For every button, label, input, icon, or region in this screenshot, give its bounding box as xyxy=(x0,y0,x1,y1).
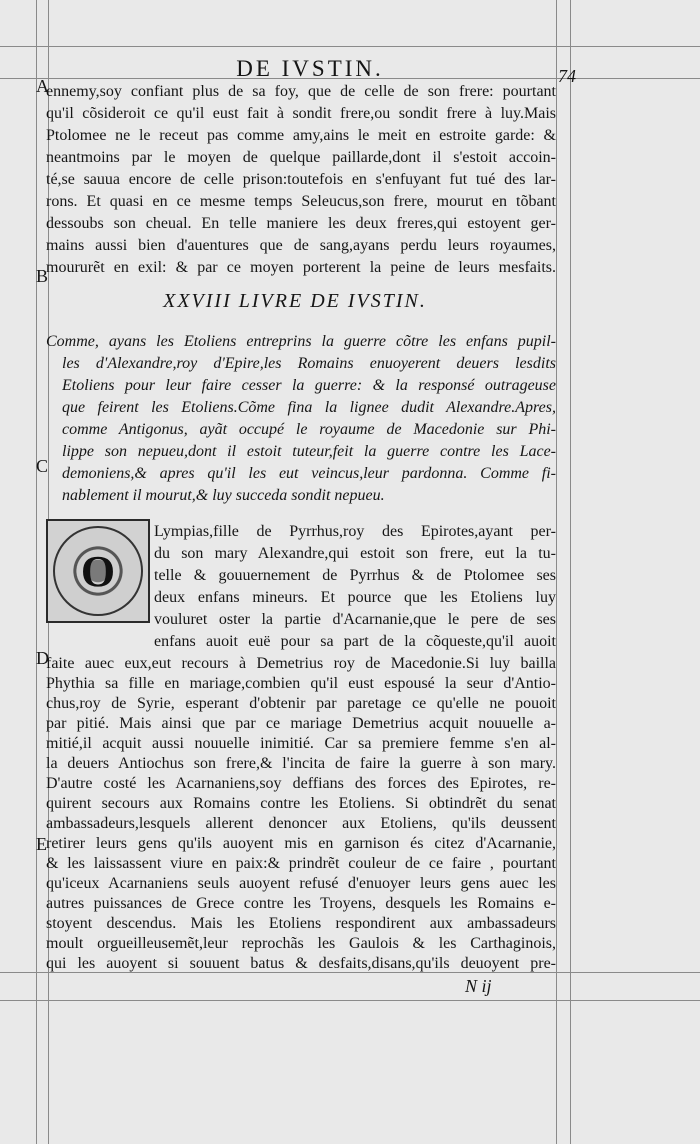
margin-letter-a: A xyxy=(36,76,49,96)
text-line: Lympias,fille de Pyrrhus,roy des Epirotes,ayant per- xyxy=(154,523,556,540)
argument-line: demoniens,& apres qu'il les eut veincus,leur pardonna. Comme fi- xyxy=(62,465,556,482)
text-line: enfans auoit euë pour sa part de la cõqueste,qu'il auoit xyxy=(154,633,556,650)
text-line: moururẽt en exil: & par ce moyen porterent la peine de leurs mesfaits. xyxy=(46,259,556,276)
section-title: XXVIII LIVRE DE IVSTIN. xyxy=(163,290,427,312)
body-full xyxy=(46,652,556,972)
text-line: quirent secours aux Romains contre les Etoliens. Si obtindrẽt du senat xyxy=(46,795,556,812)
body-indented xyxy=(154,520,556,656)
upper-rule xyxy=(0,46,700,47)
text-line: ennemy,soy confiant plus de sa foy, que de celle de son frere: pourtant xyxy=(46,83,556,100)
running-title: DE IVSTIN. xyxy=(236,56,384,81)
text-line: faite auec eux,eut recours à Demetrius roy de Macedonie.Si luy bailla xyxy=(46,655,556,672)
text-line: deux enfans mineurs. Et pource que les Etoliens luy xyxy=(154,589,556,606)
argument-line: Comme, ayans les Etoliens entreprins la guerre cõtre les enfans pupil- xyxy=(46,333,556,350)
argument-line: comme Antigonus, ayãt occupé le royaume de Macedonie sur Phi- xyxy=(62,421,556,438)
text-line: qu'il cõsideroit ce qu'il eust fait à sondit frere,ou sondit frere à luy.Mais xyxy=(46,105,556,122)
text-line: par pitié. Mais ainsi que par ce mariage Demetrius acquit nouuelle a- xyxy=(46,715,556,732)
text-line: ambassadeurs,lesquels allerent denoncer aux Etoliens, qu'ils deussent xyxy=(46,815,556,832)
paragraph-continuation xyxy=(46,80,556,290)
folio-number: 74 xyxy=(558,66,576,86)
text-line: du son mary Alexandre,qui estoit son frere, eut la tu- xyxy=(154,545,556,562)
text-line: telle & gouuernement de Pyrrhus & de Ptolomee ses xyxy=(154,567,556,584)
text-line: moult orgueilleusemẽt,leur reprochãs les Gaulois & les Carthaginois, xyxy=(46,935,556,952)
text-line: neantmoins par le moyen de quelque paillarde,dont il s'estoit accoin- xyxy=(46,149,556,166)
decorated-initial xyxy=(46,519,150,623)
lower-rule xyxy=(0,1000,700,1001)
margin-letter-e: E xyxy=(36,834,47,854)
argument-line: que feirent les Etoliens.Cõme fina la lignee dudit Alexandre.Apres, xyxy=(62,399,556,416)
text-line: autres puissances de Grece contre les Troyens, desquels les Romains e- xyxy=(46,895,556,912)
argument-line: Etoliens pour leur faire cesser la guerre: & la responsé outrageuse xyxy=(62,377,556,394)
text-line: dessoubs son cheual. En telle maniere les deux freres,qui estoyent ger- xyxy=(46,215,556,232)
text-line: Phythia sa fille en mariage,combien qu'il eust espousé la seur d'Antio- xyxy=(46,675,556,692)
text-line: stoyent descendus. Mais les Etoliens respondirent aux ambassadeurs xyxy=(46,915,556,932)
margin-letter-d: D xyxy=(36,648,49,668)
argument-line: lippe son nepueu,dont il estoit tuteur,feit la guerre contre les Lace- xyxy=(62,443,556,460)
chapter-argument xyxy=(46,330,556,514)
margin-letter-b: B xyxy=(36,266,49,286)
signature-mark: N ij xyxy=(465,976,492,996)
text-line: qui les auoyent si souuent batus & desfaits,disans,qu'ils deuoyent pre- xyxy=(46,955,556,972)
text-line: chus,roy de Syrie, esperant d'obtenir par paretage ce qu'elle ne pouoit xyxy=(46,695,556,712)
initial-letter: O xyxy=(80,546,116,596)
text-line: rons. Et quasi en ce mesme temps Seleucus,son frere, mourut en tõbant xyxy=(46,193,556,210)
text-line: mitié,il acquit aussi nouuelle inimitié. Car sa premiere femme s'en al- xyxy=(46,735,556,752)
text-line: Ptolomee ne le receut pas comme amy,ains le meit en estroite garde: & xyxy=(46,127,556,144)
text-line: & les laissassent viure en paix:& prindrẽt couleur de ce faire , pourtant xyxy=(46,855,556,872)
argument-line: les d'Alexandre,roy d'Epire,les Romains enuoyerent deuers lesdits xyxy=(62,355,556,372)
text-line: retirer leurs gens qu'ils auoyent mis en garnison és citez d'Acarnanie, xyxy=(46,835,556,852)
text-line: D'autre costé les Acarnaniens,soy deffians des forces des Epirotes, re- xyxy=(46,775,556,792)
margin-letter-c: C xyxy=(36,456,49,476)
text-line: vouluret oster la partie d'Acarnanie,que le pere de ses xyxy=(154,611,556,628)
argument-line: nablement il mourut,& luy succeda sondit nepueu. xyxy=(62,487,385,504)
text-line: qu'iceux Acarnaniens seuls auoyent refusé d'enuoyer leurs gens auec les xyxy=(46,875,556,892)
text-line: la deuers Antiochus son frere,& l'incita de faire la guerre à son mary. xyxy=(46,755,556,772)
text-line: mains aussi bien d'auentures que de sang,ayans perdu leurs royaumes, xyxy=(46,237,556,254)
text-line: té,se sauua encore de celle prison:toutefois en s'enfuyant fut tué des lar- xyxy=(46,171,556,188)
ornament-icon xyxy=(53,526,143,616)
